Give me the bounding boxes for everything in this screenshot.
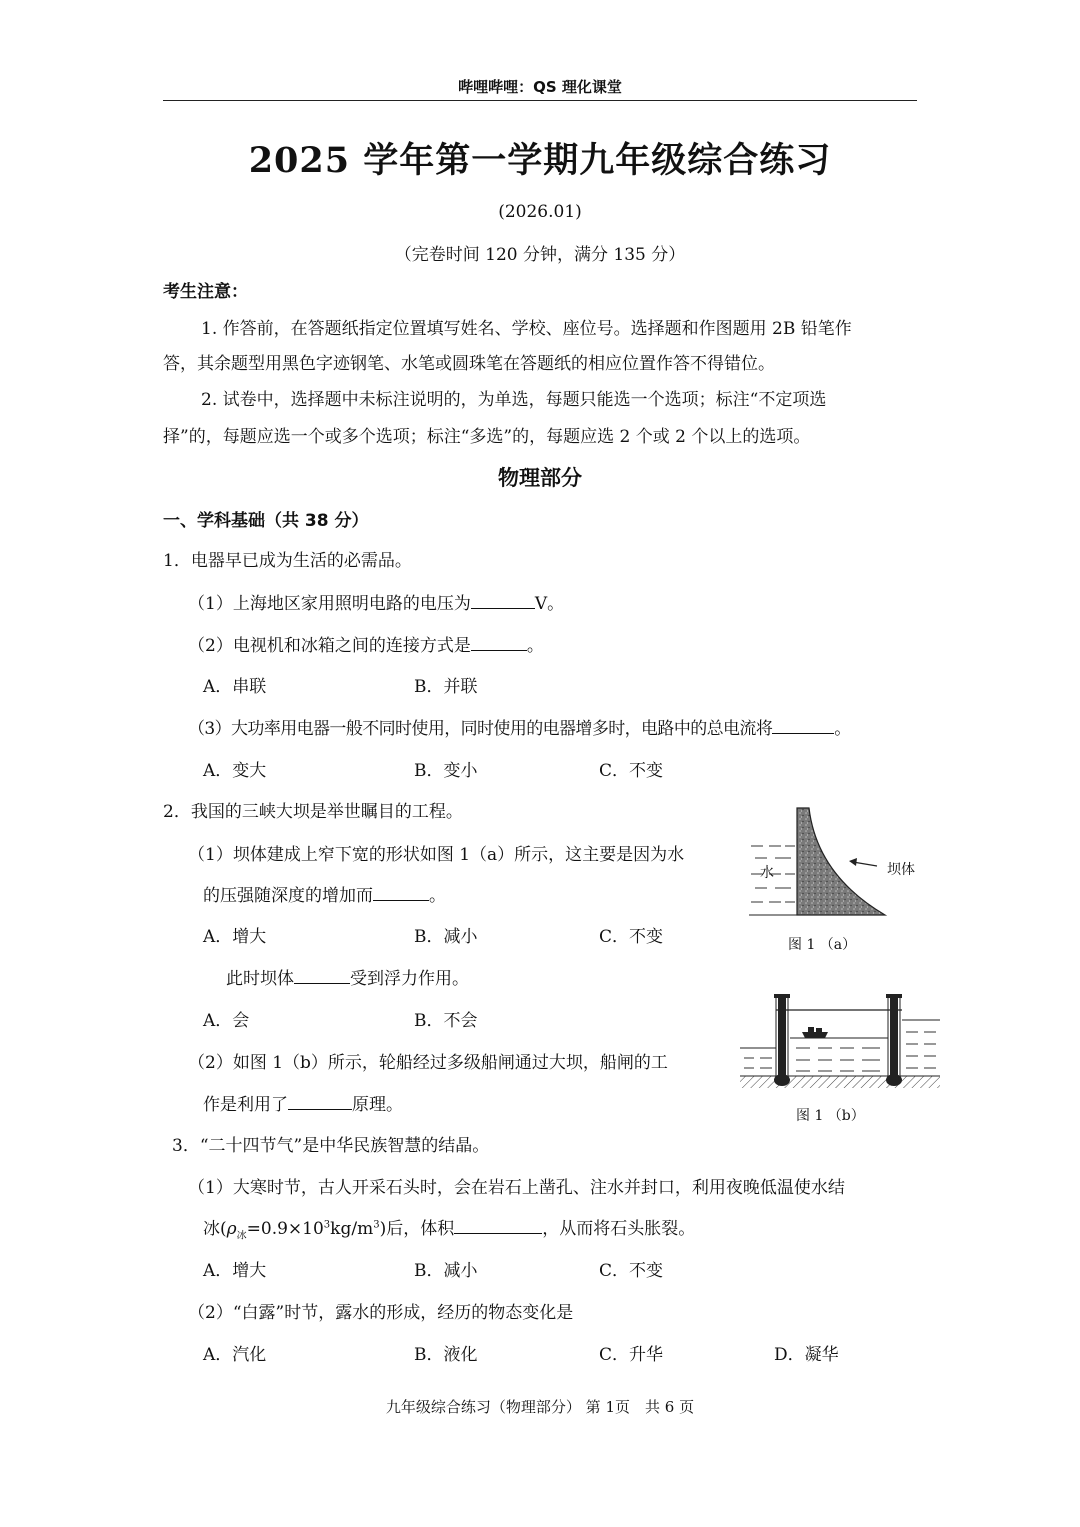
- q1-sub3-text: （3）大功率用电器一般不同时使用，同时使用的电器增多时，电路中的总电流将: [188, 719, 773, 739]
- rho-symbol: ρ: [226, 1219, 237, 1239]
- arrowhead-icon: [849, 858, 857, 866]
- q3-sub1-line1: （1）大寒时节，古人开采石头时，会在岩石上凿孔、注水并封口，利用夜晚低温使水结: [188, 1178, 845, 1198]
- q3-sub1-end: ，从而将石头胀裂。: [542, 1219, 696, 1239]
- notice-item2-line1: 2. 试卷中，选择题中未标注说明的，为单选，每题只能选一个选项；标注“不定项选: [201, 390, 827, 410]
- q2-sub1-text: 的压强随深度的增加而: [203, 886, 373, 906]
- exam-info: （完卷时间 120 分钟，满分 135 分）: [394, 245, 686, 265]
- q2-sub1b-option-a: A．会: [203, 1011, 250, 1031]
- answer-blank[interactable]: [294, 969, 350, 984]
- page-header: 哔哩哔哩：QS 理化课堂: [458, 78, 622, 96]
- q1-stem: 1．电器早已成为生活的必需品。: [163, 551, 412, 571]
- rho-subscript: 冰: [236, 1230, 247, 1242]
- q1-sub2-end: 。: [526, 636, 544, 656]
- q1-sub2-option-b: B．并联: [414, 677, 478, 697]
- answer-blank[interactable]: [288, 1095, 352, 1110]
- answer-blank[interactable]: [471, 594, 535, 609]
- notice-heading: 考生注意：: [163, 282, 248, 302]
- answer-blank[interactable]: [471, 636, 527, 651]
- section-title: 物理部分: [498, 466, 582, 490]
- part1-title: 一、学科基础（共 38 分）: [163, 511, 369, 531]
- arrow-icon: [853, 862, 877, 866]
- q2-sub1b: [226, 964, 469, 989]
- q3-sub1-option-c: C．不变: [599, 1261, 664, 1281]
- figure-1b-caption: 图 1 （b）: [796, 1108, 865, 1124]
- q2-sub1b-option-b: B．不会: [414, 1011, 478, 1031]
- q2-sub2-end: 原理。: [352, 1095, 403, 1115]
- figure-1a-water-label: 水: [760, 865, 774, 881]
- q2-sub1-end: 。: [429, 886, 446, 906]
- q2-sub1-option-c: C．不变: [599, 927, 664, 947]
- page-footer: 九年级综合练习（物理部分） 第 1页 共 6 页: [385, 1398, 695, 1416]
- notice-item1-line1: 1. 作答前，在答题纸指定位置填写姓名、学校、座位号。选择题和作图题用 2B 铅笔作: [201, 319, 852, 339]
- q1-sub3: [188, 714, 851, 739]
- answer-blank[interactable]: [454, 1219, 542, 1234]
- q1-sub3-option-c: C．不变: [599, 761, 664, 781]
- notice-item1-line2: 答，其余题型用黑色字迹钢笔、水笔或圆珠笔在答题纸的相应位置作答不得错位。: [163, 354, 775, 374]
- q3-sub1-option-b: B．减小: [414, 1261, 478, 1281]
- notice-item2-line2: 择”的，每题应选一个或多个选项；标注“多选”的，每题应选 2 个或 2 个以上的选项。: [163, 427, 811, 447]
- figure-1a-caption: 图 1 （a）: [788, 937, 857, 953]
- q3-sub2: （2）“白露”时节，露水的形成，经历的物态变化是: [188, 1303, 574, 1323]
- q1-sub1-unit: V。: [534, 594, 565, 614]
- q2-sub2-line2: [203, 1090, 403, 1115]
- q3-sub2-option-a: A．汽化: [203, 1345, 267, 1365]
- q1-sub2-text: （2）电视机和冰箱之间的连接方式是: [188, 636, 471, 656]
- q1-sub1-text: （1）上海地区家用照明电路的电压为: [188, 594, 471, 614]
- q3-stem: 3．“二十四节气”是中华民族智慧的结晶。: [172, 1136, 490, 1156]
- answer-blank[interactable]: [373, 886, 429, 901]
- q1-sub1: [188, 589, 564, 614]
- q3-sub2-option-b: B．液化: [414, 1345, 478, 1365]
- q3-sub1-option-a: A．增大: [203, 1261, 267, 1281]
- exponent-2: 3: [373, 1219, 380, 1231]
- q2-stem: 2．我国的三峡大坝是举世瞩目的工程。: [163, 802, 463, 822]
- q3-sub2-option-c: C．升华: [599, 1345, 664, 1365]
- q3-sub1-mid: )后，体积: [379, 1219, 455, 1239]
- q3-sub2-option-d: D．凝华: [774, 1345, 839, 1365]
- q1-sub3-end: 。: [834, 719, 851, 739]
- q2-sub1-option-b: B．减小: [414, 927, 478, 947]
- header-rule: [163, 100, 917, 101]
- q1-sub2: [188, 631, 544, 656]
- q3-sub1-line2: [203, 1214, 695, 1241]
- ship-icon: [802, 1027, 828, 1038]
- figure-1b-ship-lock: [740, 988, 940, 1093]
- q1-sub3-option-a: A．变大: [203, 761, 267, 781]
- q2-sub1-line1: （1）坝体建成上窄下宽的形状如图 1（a）所示，这主要是因为水: [188, 845, 685, 865]
- q3-sub1-text: 冰(: [203, 1219, 227, 1239]
- q2-sub1b-end: 受到浮力作用。: [350, 969, 469, 989]
- exam-title: 2025 学年第一学期九年级综合练习: [248, 140, 832, 181]
- q1-sub2-option-a: A．串联: [203, 677, 267, 697]
- q2-sub1-line2: [203, 881, 446, 906]
- density-value: =0.9×10: [246, 1219, 324, 1239]
- q2-sub1-option-a: A．增大: [203, 927, 267, 947]
- q1-sub3-option-b: B．变小: [414, 761, 478, 781]
- density-unit: kg/m: [330, 1219, 374, 1239]
- q2-sub1b-text: 此时坝体: [226, 969, 294, 989]
- exponent-1: 3: [323, 1219, 331, 1231]
- answer-blank[interactable]: [772, 719, 834, 734]
- figure-1a-dam-label: 坝体: [887, 862, 915, 878]
- q2-sub2-line1: （2）如图 1（b）所示，轮船经过多级船闸通过大坝，船闸的工: [188, 1053, 668, 1073]
- q2-sub2-text: 作是利用了: [203, 1095, 288, 1115]
- exam-date: (2026.01): [498, 202, 582, 222]
